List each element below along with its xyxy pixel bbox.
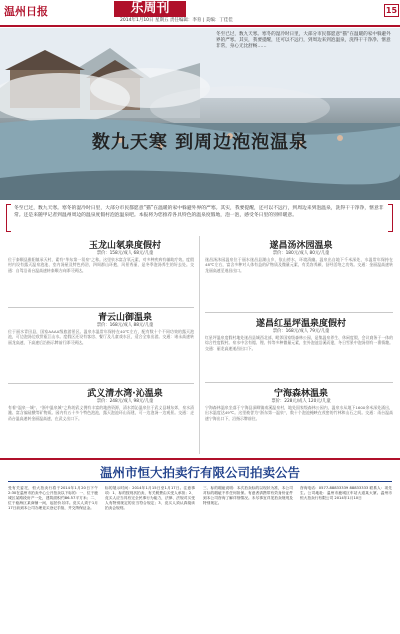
article-price: 票价：228元/成人 120元/儿童 (271, 399, 331, 404)
masthead-logo: 温州日报 (4, 5, 48, 18)
article-divider (8, 307, 194, 308)
article-price: 票价：180元/成人 80元/儿童 (272, 251, 330, 256)
hero-lead-text: 冬至已过，数九天寒。寒冬的湿冷时日里，大部分市民都愿意“猫”在温暖的家中躲避外界的严寒。其实，我要提醒，还可以不远行，到周边来到泡温泉，洗得干干净净、惬意非常，身心无比舒畅…… (216, 32, 391, 50)
auction-notice-column: 标的展示时间：2014年1月15日至1月17日。注意事项：1、标的按现状拍卖，有关税费由买受人承担；2、竞买人应当具有完全民事行为能力，法律、法规对买受人有特别规定的应当符合规定；3、竞买人须认真阅读拍卖会规则。 (105, 486, 195, 511)
article-body: 位于泰顺县雅阳镇承天村，素有“华东第一氡泉”之称。这里泉水富含氡元素，对多种疾病有辅助疗效。度假村内设有露天温泉泡池、室内汤屋及特色药浴，四周群山环抱，风景秀丽，是冬季泡汤养生的好去处。交通：自驾沿甬台温高速转泰顺方向即可到达。 (8, 257, 194, 273)
ad-top-rule (0, 458, 400, 460)
hero-photo (0, 28, 400, 200)
article-title: 武义清水湾·沁温泉 (87, 389, 163, 399)
hot-spring-illustration (0, 28, 400, 200)
auction-notice-column: 咨询电话：0577-88833339 88833333 联系人：项先生。公司地址：温州市鹿城区车站大道某大厦。温州市恒大拍卖行有限公司 2014年1月10日 (300, 486, 392, 501)
issue-meta: 2014年1月10日 星期五 责任编辑：李育 | 美编：丁佳佳 (120, 18, 233, 23)
article-body: 宁海森林温泉坐落于宁海县深甽镇南溪温泉村，地处国家级森林公园内，温泉水从地下1600余米深处涌出，出水温度达49℃。这里被誉为“浙东第一温泉”，数十个泡池掩映在茂密的竹林和山石之间。交通：甬台温高速宁海出口下，沿指示牌前往。 (205, 405, 393, 421)
article-title: 青云山御温泉 (97, 313, 152, 323)
article-body: 有着“温泉一城”、“浙中温泉城”之称的武义拥有丰富的地热资源，清水湾沁温泉位于武义县城东郊，泉水清澈、富含偏硅酸等矿物质。园内有五十多个特色泡池，露天泡池环山而建，可一边泡汤一边观景。交通：走甬台温高速转金丽温高速，在武义出口下。 (8, 405, 194, 421)
article-title: 玉龙山氡泉度假村 (88, 241, 161, 251)
page-number: 15 (385, 6, 398, 15)
auction-notice-column: 受有关委托，恒大拍卖行将于2014年1月20日下午2:30在温州市拍卖中心公开拍卖以下标的：一、位于鹿城区某路段房产一处，建筑面积约86.57平方米；二、位于瓯海区某商铺一间，起拍价另详。竞买人须于1月17日前到本公司办理竞买登记手续，并交纳保证金。 (8, 486, 98, 511)
article-divider (8, 383, 194, 384)
article-body: 红星坪温泉度假村地处遂昌县城西北部，毗邻国家级森林公园，是集温泉养生、休闲度假、会议商务于一体的综合性度假村。泉水中含有锶、锂、锌等多种微量元素，室外泡池沿溪而建，冬日雪景中泡汤别有一番情趣。交通：丽龙高速遂昌出口下。 (205, 335, 393, 351)
auction-notice-title: 温州市恒大拍卖行有限公司拍卖公告 (99, 465, 300, 480)
page-headline: 数九天寒 到周边泡泡温泉 (91, 132, 309, 153)
article-body: 位于丽水青田县，国家AAAA级旅游景区。温泉水温常年保持在40℃左右，配有数十个不同功效的露天泡池，可边泡汤边欣赏瓯江山水。度假区还设有客房、餐厅及儿童戏水区，适合全家出游。交通：诸永高速转丽龙高速，下高速后沿指示牌前行即可到达。 (8, 329, 194, 345)
auction-notice-column: 三、标的瑕疵说明：本次拍卖标的以现状为准，本公司对标的瑕疵不作任何担保。有意者请携带有效身份证件到本公司咨询了解详细情况。未尽事宜详见拍卖规则及特别规定。 (203, 486, 293, 506)
article-divider (205, 382, 393, 383)
summary-bracket-left (6, 204, 11, 232)
article-title: 遂昌汤沐园温泉 (269, 241, 333, 251)
article-title: 遂昌红星坪温泉度假村 (255, 319, 346, 329)
intro-summary: 冬至已过，数九天寒。寒冬的湿冷时日里，大部分市民都愿意“猫”在温暖的家中躲避外界的严寒。其实，我要提醒，还可以不远行，到周边来到泡温泉，洗得干干净净，惬意非常。还是来随甲记者到温州周边的温泉度假村泡泡温泉吧。本报将为您推荐各具特色的温泉度假地，泡一泡，感受冬日里的别样暖意。 (14, 206, 384, 218)
article-title: 宁海森林温泉 (273, 389, 328, 399)
summary-bracket-right (388, 204, 393, 232)
column-divider (199, 236, 200, 454)
ad-title-rule (8, 481, 392, 482)
article-price: 票价：168元/成人 79元/儿童 (272, 329, 330, 334)
article-price: 票价：168元/成人 88元/儿童 (96, 323, 154, 328)
article-price: 票价：158元/成人 68元/儿童 (96, 251, 154, 256)
article-price: 票价：248元/成人 98元/儿童 (96, 399, 154, 404)
header-rule (0, 25, 400, 27)
section-title: 乐周刊 (114, 1, 186, 17)
article-divider (205, 312, 393, 313)
article-body: 遂昌汤沐园温泉位于丽水遂昌县湖山乡，依山傍水，环境清幽。温泉出自地下千米深处，水温常年保持在48℃左右，富含多种对人体有益的矿物质及微量元素，有美容养颜、舒经活络之功效。交通：金丽温高速转龙丽高速至遂昌出口。 (205, 257, 393, 273)
